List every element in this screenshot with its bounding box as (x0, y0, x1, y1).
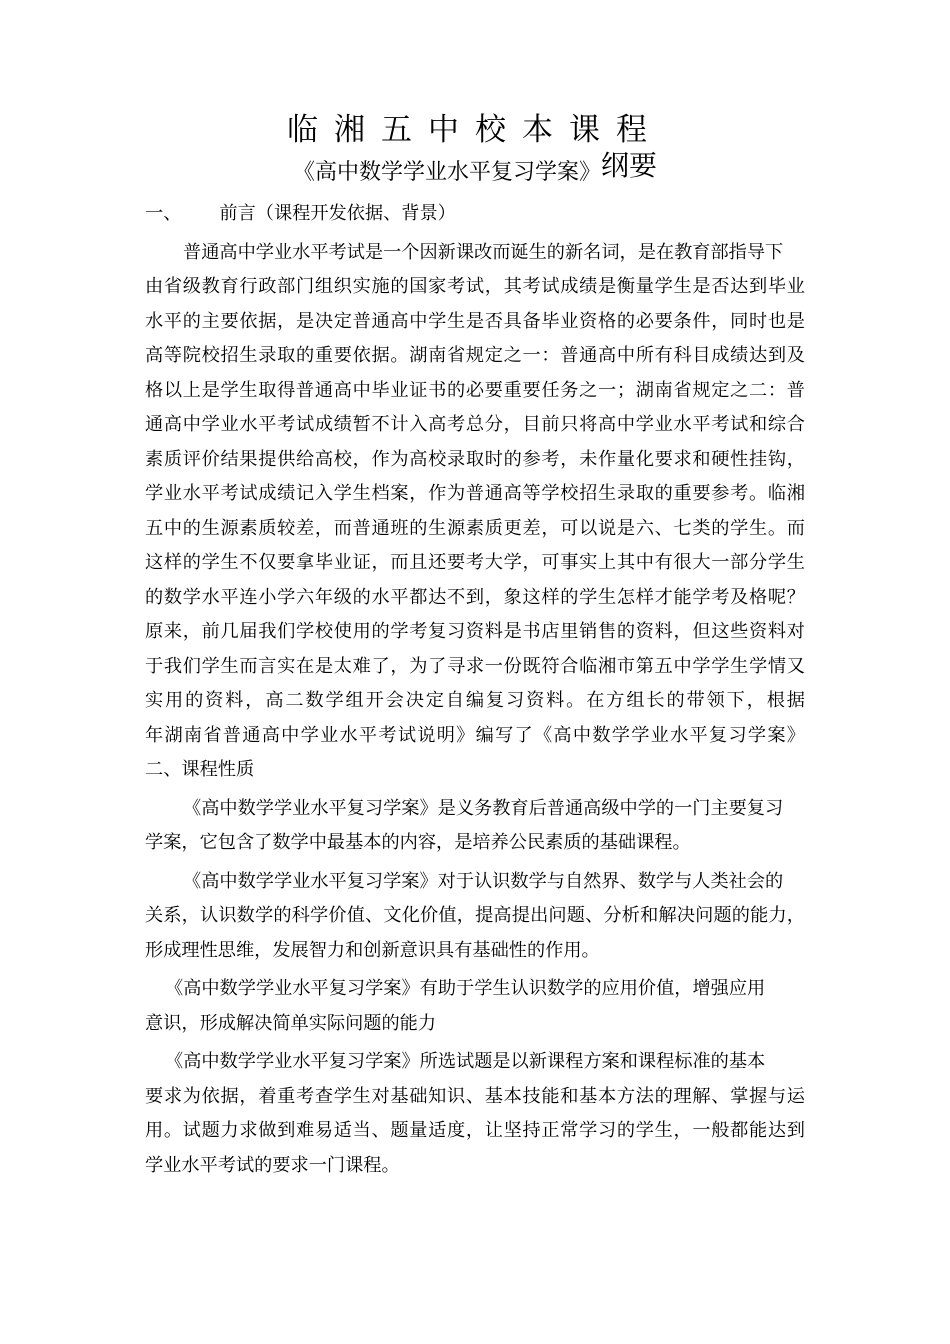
paragraph-line: 学业水平考试的要求一门课程。 (145, 1154, 400, 1176)
paragraph-line: 普通高中学业水平考试是一个因新课改而诞生的新名词，是在教育部指导下 (183, 241, 784, 263)
paragraph-line: 《高中数学学业水平复习学案》是义务教育后普通高级中学的一门主要复习 (183, 797, 784, 819)
paragraph-line: 形成理性思维，发展智力和创新意识具有基础性的作用。 (145, 939, 600, 961)
paragraph-line: 于我们学生而言实在是太难了，为了寻求一份既符合临湘市第五中学学生学情又 (145, 655, 805, 677)
paragraph-line: 水平的主要依据，是决定普通高中学生是否具备毕业资格的必要条件，同时也是 (145, 310, 805, 332)
paragraph-line: 的数学水平连小学六年级的水平都达不到，象这样的学生怎样才能学考及格呢？ (145, 586, 805, 608)
paragraph-line: 素质评价结果提供给高校，作为高校录取时的参考，未作量化要求和硬性挂钩， (145, 448, 805, 470)
paragraph-line: 《高中数学学业水平复习学案》所选试题是以新课程方案和课程标准的基本 (165, 1051, 766, 1072)
paragraph-line: 通高中学业水平考试成绩暂不计入高考总分，目前只将高中学业水平考试和综合 (145, 414, 805, 435)
paragraph-line: 实用的资料，高二数学组开会决定自编复习资料。在方组长的带领下，根据 (145, 690, 805, 711)
subtitle-tail: 纲要 (601, 149, 658, 182)
document-subtitle (0, 148, 950, 188)
paragraph-line: 这样的学生不仅要拿毕业证，而且还要考大学，可事实上其中有很大一部分学生 (145, 552, 805, 573)
document-body (145, 197, 805, 1183)
paragraph-line: 原来，前几届我们学校使用的学考复习资料是书店里销售的资料，但这些资料对 (145, 621, 805, 642)
paragraph-line: 《高中数学学业水平复习学案》有助于学生认识数学的应用价值，增强应用 (165, 978, 766, 999)
paragraph-line: 学业水平考试成绩记入学生档案，作为普通高等学校招生录取的重要参考。临湘 (145, 483, 805, 504)
paragraph-line: 由省级教育行政部门组织实施的国家考试，其考试成绩是衡量学生是否达到毕业 (145, 276, 805, 297)
subtitle-main: 《高中数学学业水平复习学案》 (292, 160, 601, 185)
section1-number: 一、 (145, 203, 182, 224)
paragraph-line: 学案，它包含了数学中最基本的内容，是培养公民素质的基础课程。 (145, 832, 691, 853)
paragraph-line: 关系，认识数学的科学价值、文化价值，提高提出问题、分析和解决问题的能力， (145, 905, 805, 926)
paragraph-line: 用。试题力求做到难易适当、题量适度，让坚持正常学习的学生，一般都能达到 (145, 1120, 805, 1141)
paragraph-line: 五中的生源素质较差，而普通班的生源素质更差，可以说是六、七类的学生。而 (145, 517, 805, 539)
section1-heading (145, 197, 805, 232)
paragraph-line: 《高中数学学业水平复习学案》对于认识数学与自然界、数学与人类社会的 (183, 870, 784, 892)
section1-heading-text: 前言（课程开发依据、背景） (219, 203, 456, 224)
paragraph-line: 年湖南省普通高中学业水平考试说明》编写了《高中数学学业水平复习学案》 (145, 724, 805, 746)
paragraph-line: 高等院校招生录取的重要依据。湖南省规定之一：普通高中所有科目成绩达到及 (145, 345, 805, 366)
section2-heading: 二、课程性质 (145, 759, 255, 780)
paragraph-line: 格以上是学生取得普通高中毕业证书的必要重要任务之一；湖南省规定之二：普 (145, 379, 805, 401)
paragraph-line: 意识，形成解决简单实际问题的能力 (145, 1012, 437, 1034)
paragraph-line: 要求为依据，着重考查学生对基础知识、基本技能和基本方法的理解、掌握与运 (145, 1085, 805, 1107)
document-title: 临湘五中校本课程 (287, 112, 663, 148)
